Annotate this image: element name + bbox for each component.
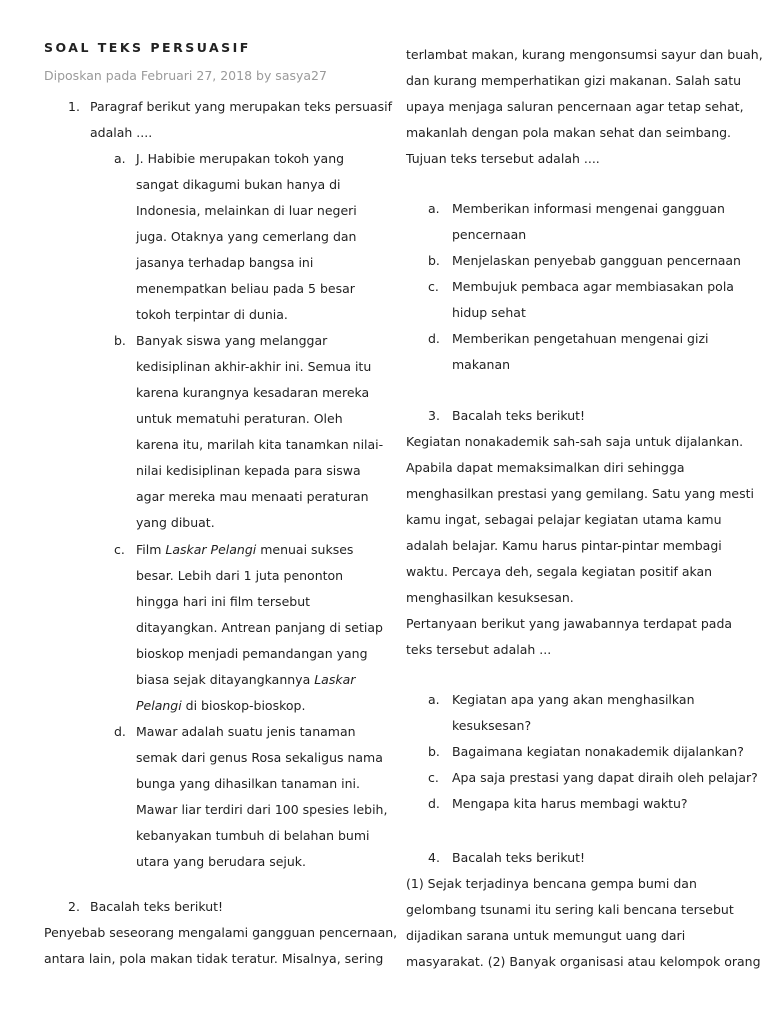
passage-line: waktu. Percaya deh, segala kegiatan positif akan [406,564,713,579]
passage-line: adalah belajar. Kamu harus pintar-pintar membagi [406,538,722,553]
passage-line: menghasilkan prestasi yang gemilang. Satu yang mesti [406,486,754,501]
passage-line: masyarakat. (2) Banyak organisasi atau kelompok orang [406,954,761,969]
passage-line: makanlah dengan pola makan sehat dan seimbang. [406,125,732,140]
passage-line: Tujuan teks tersebut adalah .... [406,151,600,166]
option-line: karena kurangnya kesadaran mereka [136,385,370,400]
passage-line: dan kurang memperhatikan gizi makanan. Salah satu [406,73,742,88]
option-line: karena itu, marilah kita tanamkan nilai- [136,437,384,452]
passage-line: Apabila dapat memaksimalkan diri sehingga [406,460,685,475]
option-line: kebanyakan tumbuh di belahan bumi [136,828,370,843]
passage-line: gelombang tsunami itu sering kali bencana tersebut [406,902,734,917]
option-line: semak dari genus Rosa sekaligus nama [136,750,383,765]
question-stem-line: Paragraf berikut yang merupakan teks persuasif [90,99,392,114]
option-letter: d. [114,724,126,739]
option-line: besar. Lebih dari 1 juta penonton [136,568,344,583]
option-line: J. Habibie merupakan tokoh yang [136,151,345,166]
option-line: nilai kedisiplinan kepada para siswa [136,463,361,478]
option-line: jasanya terhadap bangsa ini [136,255,314,270]
option-line: pencernaan [452,227,527,242]
option-line: hidup sehat [452,305,526,320]
option-line: untuk mematuhi peraturan. Oleh [136,411,343,426]
option-line: Memberikan informasi mengenai gangguan [452,201,725,216]
option-line: Indonesia, melainkan di luar negeri [136,203,357,218]
option-letter: c. [114,542,125,557]
option-line: kedisiplinan akhir-akhir ini. Semua itu [136,359,372,374]
passage-line: Penyebab seseorang mengalami gangguan pencernaan, [44,925,398,940]
post-meta: Diposkan pada Februari 27, 2018 by sasya27 [44,68,327,83]
option-line: Banyak siswa yang melanggar [136,333,328,348]
question-number: 3. [428,408,440,423]
option-letter: b. [428,253,440,268]
option-line: juga. Otaknya yang cemerlang dan [136,229,357,244]
option-line: ditayangkan. Antrean panjang di setiap [136,620,383,635]
option-line: bioskop menjadi pemandangan yang [136,646,368,661]
option-line: Film Laskar Pelangi menuai sukses [136,542,354,557]
passage-line: Kegiatan nonakademik sah-sah saja untuk dijalankan. [406,434,744,449]
question-heading: Bacalah teks berikut! [90,899,224,914]
passage-line: teks tersebut adalah ... [406,642,552,657]
option-line: Memberikan pengetahuan mengenai gizi [452,331,709,346]
option-letter: d. [428,331,440,346]
passage-line: terlambat makan, kurang mengonsumsi sayur dan buah, [406,47,763,62]
option-letter: b. [114,333,126,348]
passage-line: upaya menjaga saluran pencernaan agar tetap sehat, [406,99,744,114]
option-line: Membujuk pembaca agar membiasakan pola [452,279,734,294]
passage-line: kamu ingat, sebagai pelajar kegiatan utama kamu [406,512,722,527]
option-letter: b. [428,744,440,759]
option-line: yang dibuat. [136,515,215,530]
question-heading: Bacalah teks berikut! [452,850,586,865]
option-line: menempatkan beliau pada 5 besar [136,281,355,296]
option-line: utara yang berudara sejuk. [136,854,307,869]
option-line: bunga yang dihasilkan tanaman ini. [136,776,360,791]
passage-line: dijadikan sarana untuk memungut uang dari [406,928,686,943]
option-letter: a. [114,151,126,166]
question-heading: Bacalah teks berikut! [452,408,586,423]
option-letter: c. [428,770,439,785]
option-line: kesuksesan? [452,718,532,733]
page-title: SOAL TEKS PERSUASIF [44,40,251,55]
option-line: sangat dikagumi bukan hanya di [136,177,341,192]
passage-line: (1) Sejak terjadinya bencana gempa bumi dan [406,876,697,891]
option-letter: d. [428,796,440,811]
option-line: Pelangi di bioskop-bioskop. [136,698,306,713]
option-letter: a. [428,692,440,707]
option-line: makanan [452,357,511,372]
option-line: Bagaimana kegiatan nonakademik dijalankan? [452,744,744,759]
passage-line: Pertanyaan berikut yang jawabannya terdapat pada [406,616,733,631]
option-line: Mawar adalah suatu jenis tanaman [136,724,356,739]
option-letter: c. [428,279,439,294]
option-line: Kegiatan apa yang akan menghasilkan [452,692,695,707]
option-line: biasa sejak ditayangkannya Laskar [136,672,356,687]
option-line: Apa saja prestasi yang dapat diraih oleh pelajar? [452,770,758,785]
question-number: 4. [428,850,440,865]
option-line: agar mereka mau menaati peraturan [136,489,369,504]
question-number: 1. [68,99,80,114]
passage-line: menghasilkan kesuksesan. [406,590,574,605]
option-line: Mawar liar terdiri dari 100 spesies lebih, [136,802,388,817]
option-line: Mengapa kita harus membagi waktu? [452,796,688,811]
option-line: hingga hari ini film tersebut [136,594,311,609]
option-line: Menjelaskan penyebab gangguan pencernaan [452,253,741,268]
option-line: tokoh terpintar di dunia. [136,307,288,322]
question-number: 2. [68,899,80,914]
question-stem-line: adalah .... [90,125,153,140]
option-letter: a. [428,201,440,216]
passage-line: antara lain, pola makan tidak teratur. Misalnya, sering [44,951,384,966]
